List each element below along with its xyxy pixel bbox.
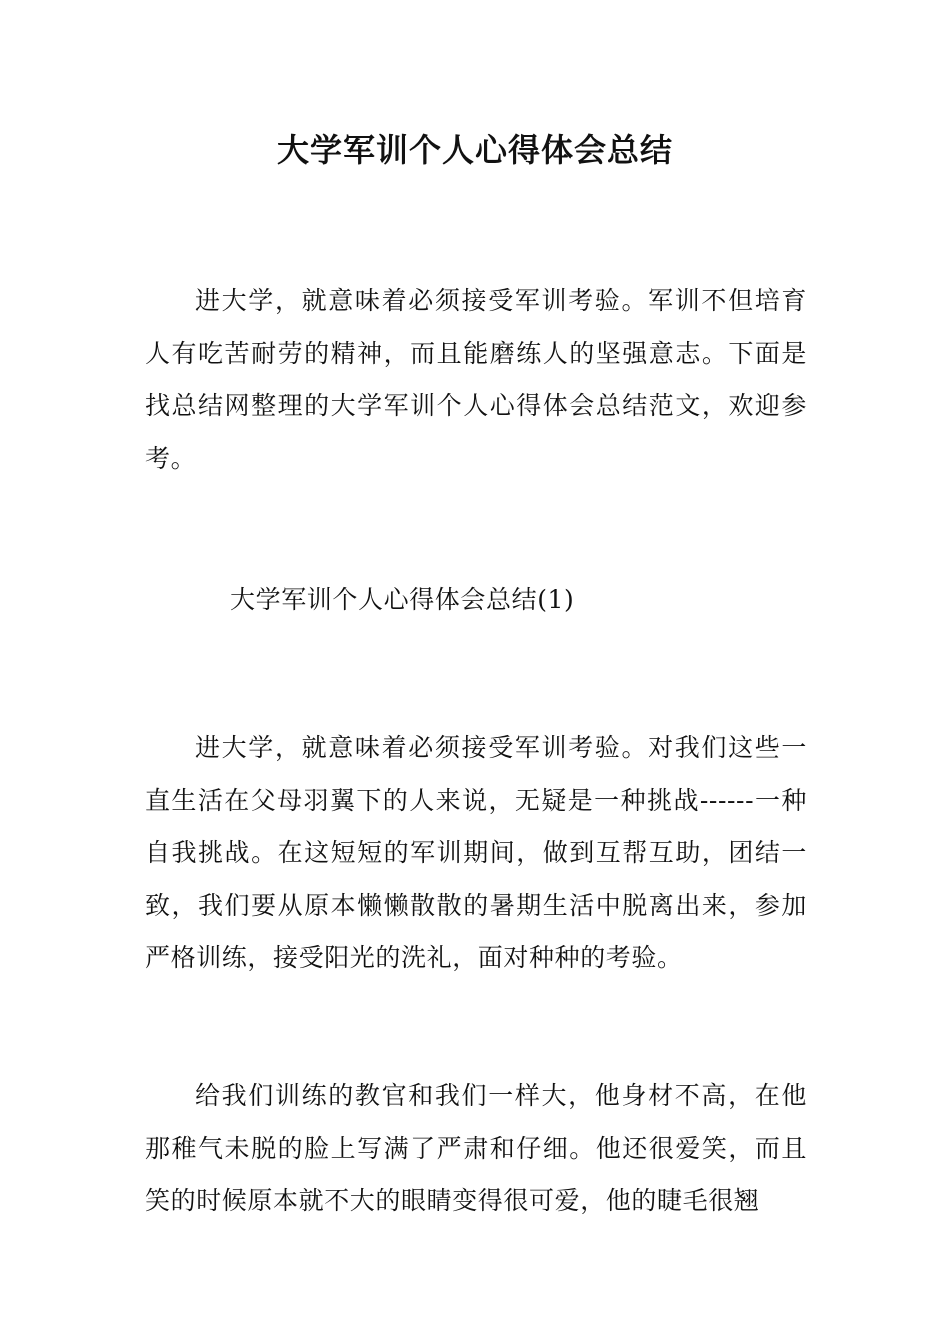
section-heading: 大学军训个人心得体会总结(1): [230, 585, 575, 614]
body-paragraph: 进大学，就意味着必须接受军训考验。对我们这些一直生活在父母羽翼下的人来说，无疑是一种挑战------一种自我挑战。在这短短的军训期间，做到互帮互助，团结一致，我们要从原本懒懒散散的暑期生活中脱离出来，参加严格训练，接受阳光的洗礼，面对种种的考验。: [145, 733, 807, 972]
body-paragraph: 给我们训练的教官和我们一样大，他身材不高，在他那稚气未脱的脸上写满了严肃和仔细。他还很爱笑，而且笑的时候原本就不大的眼睛变得很可爱，他的睫毛很翘: [145, 1081, 807, 1215]
document-title: 大学军训个人心得体会总结: [276, 131, 673, 169]
intro-paragraph: 进大学，就意味着必须接受军训考验。军训不但培育人有吃苦耐劳的精神，而且能磨练人的坚强意志。下面是找总结网整理的大学军训个人心得体会总结范文，欢迎参考。: [145, 286, 807, 473]
